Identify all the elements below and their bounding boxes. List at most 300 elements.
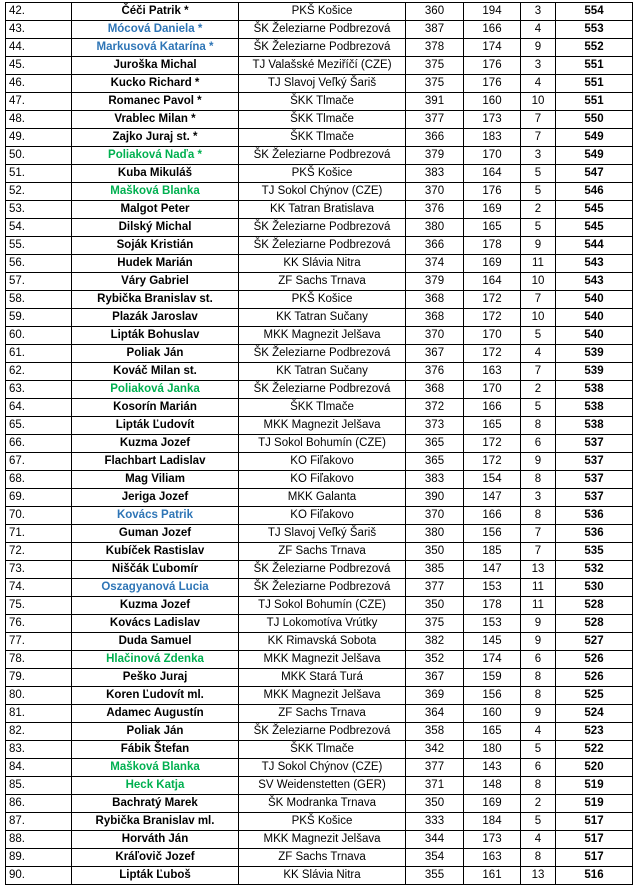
club-cell: ŠKK Tlmače	[239, 399, 406, 417]
full-pins-cell: 391	[406, 93, 464, 111]
misses-cell: 5	[521, 219, 556, 237]
full-pins-cell: 377	[406, 579, 464, 597]
rank-cell: 54.	[6, 219, 72, 237]
total-score-cell: 549	[556, 129, 633, 147]
club-cell: ŠKK Tlmače	[239, 93, 406, 111]
total-score-cell: 550	[556, 111, 633, 129]
total-score-cell: 536	[556, 507, 633, 525]
table-row	[6, 471, 633, 489]
misses-cell: 3	[521, 57, 556, 75]
rank-cell: 47.	[6, 93, 72, 111]
full-pins-cell: 372	[406, 399, 464, 417]
misses-cell: 2	[521, 795, 556, 813]
club-cell: TJ Sokol Bohumín (CZE)	[239, 597, 406, 615]
total-score-cell: 527	[556, 633, 633, 651]
total-score-cell: 539	[556, 363, 633, 381]
misses-cell: 10	[521, 273, 556, 291]
total-score-cell: 547	[556, 165, 633, 183]
full-pins-cell: 368	[406, 381, 464, 399]
misses-cell: 7	[521, 363, 556, 381]
club-cell: ŠK Železiarne Podbrezová	[239, 579, 406, 597]
rank-cell: 49.	[6, 129, 72, 147]
rank-cell: 50.	[6, 147, 72, 165]
misses-cell: 5	[521, 327, 556, 345]
full-pins-cell: 350	[406, 543, 464, 561]
misses-cell: 8	[521, 471, 556, 489]
full-pins-cell: 370	[406, 327, 464, 345]
club-cell: PKŠ Košice	[239, 813, 406, 831]
clearing-pins-cell: 160	[464, 705, 521, 723]
total-score-cell: 538	[556, 381, 633, 399]
misses-cell: 6	[521, 435, 556, 453]
table-row	[6, 201, 633, 219]
rank-cell: 51.	[6, 165, 72, 183]
full-pins-cell: 367	[406, 669, 464, 687]
table-row	[6, 723, 633, 741]
total-score-cell: 549	[556, 147, 633, 165]
clearing-pins-cell: 153	[464, 615, 521, 633]
club-cell: PKŠ Košice	[239, 291, 406, 309]
club-cell: PKŠ Košice	[239, 3, 406, 21]
full-pins-cell: 383	[406, 471, 464, 489]
table-row	[6, 813, 633, 831]
clearing-pins-cell: 172	[464, 291, 521, 309]
misses-cell: 7	[521, 129, 556, 147]
misses-cell: 9	[521, 633, 556, 651]
total-score-cell: 546	[556, 183, 633, 201]
total-score-cell: 517	[556, 849, 633, 867]
table-row	[6, 597, 633, 615]
rank-cell: 75.	[6, 597, 72, 615]
full-pins-cell: 390	[406, 489, 464, 507]
club-cell: TJ Sokol Bohumín (CZE)	[239, 435, 406, 453]
full-pins-cell: 379	[406, 273, 464, 291]
table-row	[6, 507, 633, 525]
full-pins-cell: 387	[406, 21, 464, 39]
full-pins-cell: 367	[406, 345, 464, 363]
club-cell: ŠK Železiarne Podbrezová	[239, 21, 406, 39]
rank-cell: 43.	[6, 21, 72, 39]
clearing-pins-cell: 172	[464, 453, 521, 471]
table-row	[6, 705, 633, 723]
club-cell: TJ Slavoj Veľký Šariš	[239, 75, 406, 93]
full-pins-cell: 378	[406, 39, 464, 57]
player-name-cell: Kováč Milan st.	[72, 363, 239, 381]
player-name-cell: Kovács Patrik	[72, 507, 239, 525]
player-name-cell: Soják Kristián	[72, 237, 239, 255]
clearing-pins-cell: 161	[464, 867, 521, 885]
club-cell: KK Tatran Bratislava	[239, 201, 406, 219]
full-pins-cell: 370	[406, 183, 464, 201]
total-score-cell: 517	[556, 831, 633, 849]
club-cell: ŠK Železiarne Podbrezová	[239, 219, 406, 237]
player-name-cell: Kuzma Jozef	[72, 597, 239, 615]
table-row	[6, 165, 633, 183]
clearing-pins-cell: 147	[464, 561, 521, 579]
rank-cell: 45.	[6, 57, 72, 75]
full-pins-cell: 368	[406, 291, 464, 309]
full-pins-cell: 366	[406, 129, 464, 147]
player-name-cell: Poliaková Janka	[72, 381, 239, 399]
rank-cell: 44.	[6, 39, 72, 57]
club-cell: SV Weidenstetten (GER)	[239, 777, 406, 795]
rank-cell: 48.	[6, 111, 72, 129]
club-cell: ŠK Železiarne Podbrezová	[239, 237, 406, 255]
table-row	[6, 831, 633, 849]
player-name-cell: Jeriga Jozef	[72, 489, 239, 507]
club-cell: TJ Valašské Meziříčí (CZE)	[239, 57, 406, 75]
table-row	[6, 849, 633, 867]
full-pins-cell: 375	[406, 57, 464, 75]
player-name-cell: Čéči Patrik *	[72, 3, 239, 21]
misses-cell: 8	[521, 417, 556, 435]
misses-cell: 3	[521, 3, 556, 21]
club-cell: KO Fiľakovo	[239, 471, 406, 489]
rank-cell: 46.	[6, 75, 72, 93]
rank-cell: 81.	[6, 705, 72, 723]
misses-cell: 5	[521, 183, 556, 201]
misses-cell: 11	[521, 597, 556, 615]
club-cell: ŠK Železiarne Podbrezová	[239, 381, 406, 399]
total-score-cell: 537	[556, 453, 633, 471]
club-cell: KO Fiľakovo	[239, 507, 406, 525]
clearing-pins-cell: 166	[464, 399, 521, 417]
player-name-cell: Poliak Ján	[72, 345, 239, 363]
table-row	[6, 453, 633, 471]
clearing-pins-cell: 172	[464, 345, 521, 363]
full-pins-cell: 380	[406, 525, 464, 543]
misses-cell: 11	[521, 255, 556, 273]
table-row	[6, 795, 633, 813]
player-name-cell: Heck Katja	[72, 777, 239, 795]
misses-cell: 9	[521, 453, 556, 471]
misses-cell: 9	[521, 237, 556, 255]
rank-cell: 85.	[6, 777, 72, 795]
club-cell: ŠKK Tlmače	[239, 111, 406, 129]
misses-cell: 9	[521, 705, 556, 723]
total-score-cell: 537	[556, 435, 633, 453]
table-row	[6, 363, 633, 381]
player-name-cell: Lipták Ľuboš	[72, 867, 239, 885]
table-row	[6, 255, 633, 273]
club-cell: ZF Sachs Trnava	[239, 273, 406, 291]
full-pins-cell: 355	[406, 867, 464, 885]
total-score-cell: 526	[556, 669, 633, 687]
club-cell: MKK Magnezit Jelšava	[239, 417, 406, 435]
club-cell: TJ Sokol Chýnov (CZE)	[239, 183, 406, 201]
table-row	[6, 615, 633, 633]
misses-cell: 9	[521, 615, 556, 633]
misses-cell: 7	[521, 543, 556, 561]
full-pins-cell: 375	[406, 615, 464, 633]
clearing-pins-cell: 169	[464, 201, 521, 219]
club-cell: ZF Sachs Trnava	[239, 849, 406, 867]
clearing-pins-cell: 160	[464, 93, 521, 111]
table-row	[6, 309, 633, 327]
table-row	[6, 417, 633, 435]
misses-cell: 4	[521, 723, 556, 741]
clearing-pins-cell: 180	[464, 741, 521, 759]
rank-cell: 64.	[6, 399, 72, 417]
clearing-pins-cell: 164	[464, 165, 521, 183]
rank-cell: 73.	[6, 561, 72, 579]
rank-cell: 53.	[6, 201, 72, 219]
clearing-pins-cell: 165	[464, 723, 521, 741]
misses-cell: 8	[521, 777, 556, 795]
total-score-cell: 538	[556, 399, 633, 417]
rank-cell: 88.	[6, 831, 72, 849]
table-row	[6, 579, 633, 597]
misses-cell: 5	[521, 165, 556, 183]
clearing-pins-cell: 178	[464, 597, 521, 615]
player-name-cell: Kucko Richard *	[72, 75, 239, 93]
table-row	[6, 39, 633, 57]
club-cell: MKK Stará Turá	[239, 669, 406, 687]
total-score-cell: 519	[556, 795, 633, 813]
clearing-pins-cell: 163	[464, 849, 521, 867]
player-name-cell: Adamec Augustín	[72, 705, 239, 723]
clearing-pins-cell: 178	[464, 237, 521, 255]
player-name-cell: Poliaková Naďa *	[72, 147, 239, 165]
misses-cell: 6	[521, 759, 556, 777]
total-score-cell: 551	[556, 93, 633, 111]
total-score-cell: 535	[556, 543, 633, 561]
table-row	[6, 489, 633, 507]
player-name-cell: Vrablec Milan *	[72, 111, 239, 129]
total-score-cell: 552	[556, 39, 633, 57]
clearing-pins-cell: 173	[464, 831, 521, 849]
table-row	[6, 741, 633, 759]
rank-cell: 90.	[6, 867, 72, 885]
rank-cell: 89.	[6, 849, 72, 867]
misses-cell: 13	[521, 867, 556, 885]
full-pins-cell: 365	[406, 435, 464, 453]
clearing-pins-cell: 172	[464, 435, 521, 453]
misses-cell: 3	[521, 489, 556, 507]
table-row	[6, 381, 633, 399]
player-name-cell: Guman Jozef	[72, 525, 239, 543]
table-row	[6, 237, 633, 255]
rank-cell: 69.	[6, 489, 72, 507]
club-cell: ZF Sachs Trnava	[239, 543, 406, 561]
full-pins-cell: 360	[406, 3, 464, 21]
table-row	[6, 219, 633, 237]
club-cell: ŠKK Tlmače	[239, 129, 406, 147]
clearing-pins-cell: 165	[464, 417, 521, 435]
clearing-pins-cell: 170	[464, 381, 521, 399]
rank-cell: 78.	[6, 651, 72, 669]
player-name-cell: Malgot Peter	[72, 201, 239, 219]
clearing-pins-cell: 164	[464, 273, 521, 291]
player-name-cell: Dilský Michal	[72, 219, 239, 237]
rank-cell: 83.	[6, 741, 72, 759]
player-name-cell: Oszagyanová Lucia	[72, 579, 239, 597]
full-pins-cell: 344	[406, 831, 464, 849]
clearing-pins-cell: 170	[464, 147, 521, 165]
misses-cell: 5	[521, 399, 556, 417]
total-score-cell: 520	[556, 759, 633, 777]
rank-cell: 63.	[6, 381, 72, 399]
rank-cell: 66.	[6, 435, 72, 453]
total-score-cell: 528	[556, 615, 633, 633]
total-score-cell: 526	[556, 651, 633, 669]
total-score-cell: 522	[556, 741, 633, 759]
total-score-cell: 554	[556, 3, 633, 21]
rank-cell: 60.	[6, 327, 72, 345]
full-pins-cell: 365	[406, 453, 464, 471]
rank-cell: 87.	[6, 813, 72, 831]
total-score-cell: 523	[556, 723, 633, 741]
player-name-cell: Juroška Michal	[72, 57, 239, 75]
results-table-body	[6, 3, 633, 885]
misses-cell: 8	[521, 687, 556, 705]
total-score-cell: 532	[556, 561, 633, 579]
total-score-cell: 551	[556, 57, 633, 75]
clearing-pins-cell: 169	[464, 795, 521, 813]
rank-cell: 56.	[6, 255, 72, 273]
player-name-cell: Bachratý Marek	[72, 795, 239, 813]
clearing-pins-cell: 173	[464, 111, 521, 129]
full-pins-cell: 352	[406, 651, 464, 669]
player-name-cell: Kosorín Marián	[72, 399, 239, 417]
full-pins-cell: 376	[406, 363, 464, 381]
table-row	[6, 183, 633, 201]
club-cell: ZF Sachs Trnava	[239, 705, 406, 723]
player-name-cell: Kuba Mikuláš	[72, 165, 239, 183]
full-pins-cell: 354	[406, 849, 464, 867]
club-cell: KK Tatran Sučany	[239, 363, 406, 381]
clearing-pins-cell: 169	[464, 255, 521, 273]
clearing-pins-cell: 143	[464, 759, 521, 777]
player-name-cell: Koren Ľudovít ml.	[72, 687, 239, 705]
clearing-pins-cell: 147	[464, 489, 521, 507]
misses-cell: 2	[521, 381, 556, 399]
full-pins-cell: 377	[406, 111, 464, 129]
misses-cell: 6	[521, 651, 556, 669]
misses-cell: 7	[521, 291, 556, 309]
club-cell: TJ Sokol Chýnov (CZE)	[239, 759, 406, 777]
total-score-cell: 538	[556, 417, 633, 435]
full-pins-cell: 374	[406, 255, 464, 273]
misses-cell: 10	[521, 93, 556, 111]
table-row	[6, 435, 633, 453]
misses-cell: 7	[521, 111, 556, 129]
total-score-cell: 517	[556, 813, 633, 831]
rank-cell: 79.	[6, 669, 72, 687]
misses-cell: 9	[521, 39, 556, 57]
club-cell: KK Slávia Nitra	[239, 867, 406, 885]
club-cell: TJ Lokomotíva Vrútky	[239, 615, 406, 633]
clearing-pins-cell: 159	[464, 669, 521, 687]
table-row	[6, 147, 633, 165]
clearing-pins-cell: 172	[464, 309, 521, 327]
player-name-cell: Kuzma Jozef	[72, 435, 239, 453]
rank-cell: 65.	[6, 417, 72, 435]
rank-cell: 74.	[6, 579, 72, 597]
club-cell: ŠKK Tlmače	[239, 741, 406, 759]
clearing-pins-cell: 183	[464, 129, 521, 147]
total-score-cell: 543	[556, 273, 633, 291]
clearing-pins-cell: 170	[464, 327, 521, 345]
club-cell: MKK Magnezit Jelšava	[239, 831, 406, 849]
player-name-cell: Niščák Ľubomír	[72, 561, 239, 579]
full-pins-cell: 377	[406, 759, 464, 777]
misses-cell: 7	[521, 525, 556, 543]
full-pins-cell: 379	[406, 147, 464, 165]
misses-cell: 4	[521, 75, 556, 93]
club-cell: ŠK Železiarne Podbrezová	[239, 147, 406, 165]
clearing-pins-cell: 176	[464, 183, 521, 201]
rank-cell: 42.	[6, 3, 72, 21]
clearing-pins-cell: 165	[464, 219, 521, 237]
rank-cell: 86.	[6, 795, 72, 813]
clearing-pins-cell: 174	[464, 651, 521, 669]
rank-cell: 84.	[6, 759, 72, 777]
rank-cell: 59.	[6, 309, 72, 327]
full-pins-cell: 376	[406, 201, 464, 219]
total-score-cell: 528	[556, 597, 633, 615]
club-cell: ŠK Modranka Trnava	[239, 795, 406, 813]
clearing-pins-cell: 176	[464, 75, 521, 93]
table-row	[6, 129, 633, 147]
player-name-cell: Kovács Ladislav	[72, 615, 239, 633]
total-score-cell: 545	[556, 201, 633, 219]
clearing-pins-cell: 154	[464, 471, 521, 489]
misses-cell: 5	[521, 741, 556, 759]
table-row	[6, 633, 633, 651]
table-row	[6, 669, 633, 687]
club-cell: MKK Magnezit Jelšava	[239, 651, 406, 669]
misses-cell: 4	[521, 21, 556, 39]
total-score-cell: 516	[556, 867, 633, 885]
player-name-cell: Peško Juraj	[72, 669, 239, 687]
total-score-cell: 545	[556, 219, 633, 237]
full-pins-cell: 350	[406, 597, 464, 615]
table-row	[6, 291, 633, 309]
total-score-cell: 537	[556, 471, 633, 489]
full-pins-cell: 382	[406, 633, 464, 651]
total-score-cell: 525	[556, 687, 633, 705]
clearing-pins-cell: 174	[464, 39, 521, 57]
clearing-pins-cell: 194	[464, 3, 521, 21]
rank-cell: 67.	[6, 453, 72, 471]
misses-cell: 4	[521, 831, 556, 849]
player-name-cell: Rybička Branislav st.	[72, 291, 239, 309]
full-pins-cell: 369	[406, 687, 464, 705]
club-cell: KK Rimavská Sobota	[239, 633, 406, 651]
table-row	[6, 327, 633, 345]
club-cell: MKK Galanta	[239, 489, 406, 507]
clearing-pins-cell: 176	[464, 57, 521, 75]
table-row	[6, 543, 633, 561]
rank-cell: 76.	[6, 615, 72, 633]
full-pins-cell: 373	[406, 417, 464, 435]
misses-cell: 5	[521, 813, 556, 831]
misses-cell: 10	[521, 309, 556, 327]
player-name-cell: Duda Samuel	[72, 633, 239, 651]
rank-cell: 52.	[6, 183, 72, 201]
rank-cell: 58.	[6, 291, 72, 309]
rank-cell: 68.	[6, 471, 72, 489]
player-name-cell: Flachbart Ladislav	[72, 453, 239, 471]
clearing-pins-cell: 166	[464, 507, 521, 525]
table-row	[6, 3, 633, 21]
club-cell: TJ Slavoj Veľký Šariš	[239, 525, 406, 543]
player-name-cell: Hudek Marián	[72, 255, 239, 273]
misses-cell: 8	[521, 849, 556, 867]
total-score-cell: 519	[556, 777, 633, 795]
full-pins-cell: 375	[406, 75, 464, 93]
